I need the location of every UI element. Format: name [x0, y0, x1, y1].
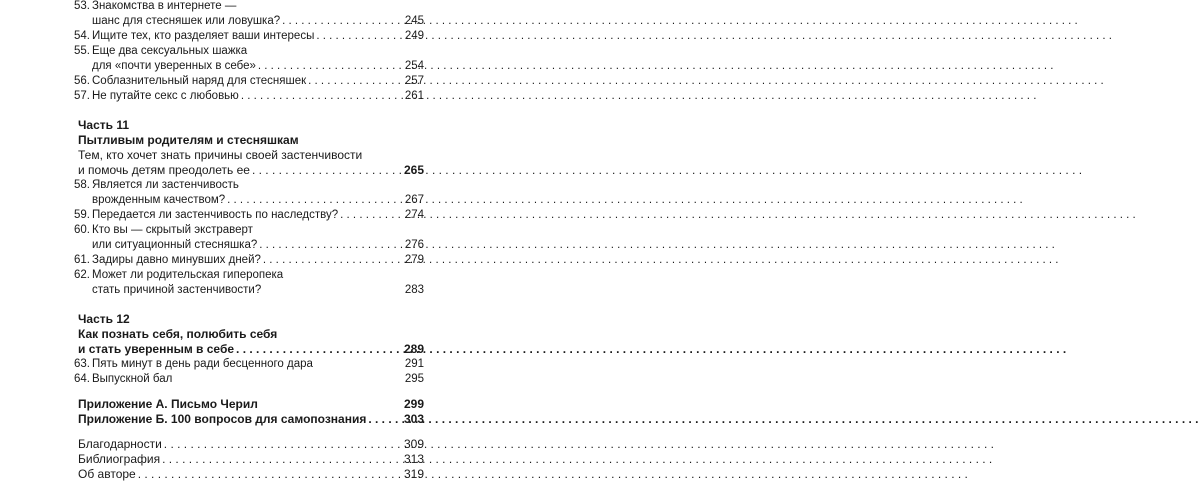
dot-leader	[162, 451, 402, 467]
dot-leader	[227, 192, 403, 208]
toc-entry-59[interactable]	[74, 207, 424, 223]
dot-leader	[340, 207, 403, 223]
page-number: 309	[403, 437, 424, 451]
entry-number: 64.	[74, 373, 90, 385]
dot-leader	[138, 466, 402, 482]
entry-number: 53.	[74, 0, 90, 12]
toc-entry-62[interactable]	[74, 267, 416, 283]
entry-number: 61.	[74, 254, 90, 266]
entry-number: 59.	[74, 209, 90, 221]
page-number: 303	[403, 412, 424, 426]
entry-number: 62.	[74, 269, 90, 281]
entry-title: Может ли родительская гиперопека	[92, 269, 284, 281]
page-number: 291	[404, 358, 424, 370]
part-11-title[interactable]: Пытливым родителям и стесняшкам	[78, 133, 299, 147]
entry-title: Не путайте секс с любовью	[92, 90, 239, 102]
toc-entry-64[interactable]	[74, 371, 424, 387]
entry-number: 56.	[74, 75, 90, 87]
toc-entry-53-cont[interactable]	[92, 13, 424, 29]
entry-title: Приложение Б. 100 вопросов для самопознания	[78, 412, 367, 426]
entry-title: Еще два сексуальных шажка	[92, 45, 248, 57]
part-11-subtitle-cont[interactable]: и помочь детям преодолеть ее . . . 265	[78, 162, 424, 178]
dot-leader	[263, 252, 403, 268]
toc-entry-63[interactable]	[74, 356, 424, 372]
dot-leader	[258, 58, 403, 74]
toc-entry-60-cont[interactable]	[92, 237, 424, 253]
page-number: 279	[404, 254, 424, 266]
entry-title: Выпускной бал	[92, 373, 173, 385]
appendix-a[interactable]	[78, 396, 424, 412]
entry-title-cont: для «почти уверенных в себе»	[92, 60, 256, 72]
dot-leader	[259, 237, 403, 253]
toc-entry-61[interactable]	[74, 252, 424, 268]
toc-entry-54[interactable]	[74, 28, 424, 44]
page-number: 257	[404, 75, 424, 87]
entry-number: 60.	[74, 224, 90, 236]
part-12-title[interactable]: Как познать себя, полюбить себя	[78, 327, 278, 341]
entry-title: Ищите тех, кто разделяет ваши интересы	[92, 30, 315, 42]
page-number: 319	[403, 467, 424, 481]
toc-entry-60[interactable]	[74, 222, 416, 238]
dot-leader	[236, 341, 402, 357]
back-biblio[interactable]	[78, 451, 424, 467]
entry-title-cont: стать причиной застенчивости?	[92, 284, 262, 296]
part-12-title-cont[interactable]: и стать уверенным в себе . . . 289	[78, 341, 424, 357]
page-number: 289	[403, 342, 424, 356]
page-number: 267	[404, 194, 424, 206]
page-number: 254	[404, 60, 424, 72]
entry-title-cont: врожденным качеством?	[92, 194, 226, 206]
entry-number: 54.	[74, 30, 90, 42]
dot-leader	[308, 73, 403, 89]
toc-entry-56[interactable]	[74, 73, 424, 89]
dot-leader	[164, 436, 402, 452]
dot-leader	[252, 162, 402, 178]
entry-number: 57.	[74, 90, 90, 102]
part-12-label: Часть 12	[78, 312, 130, 326]
entry-title-cont: шанс для стесняшек или ловушка?	[92, 15, 281, 27]
entry-title: Пять минут в день ради бесценного дара	[92, 358, 313, 370]
entry-title: Об авторе	[78, 467, 136, 481]
back-author[interactable]	[78, 466, 424, 482]
dot-leader	[241, 88, 403, 104]
entry-number: 58.	[74, 179, 90, 191]
entry-title: Кто вы — скрытый экстраверт	[92, 224, 253, 236]
page-number: 276	[404, 239, 424, 251]
dot-leader	[368, 411, 402, 427]
page-number: 295	[404, 373, 424, 385]
toc-entry-58[interactable]	[74, 177, 416, 193]
page-number: 261	[404, 90, 424, 102]
toc-entry-58-cont[interactable]	[92, 192, 424, 208]
entry-number: 63.	[74, 358, 90, 370]
toc-entry-55[interactable]	[74, 43, 416, 59]
toc-entry-53[interactable]	[74, 0, 416, 14]
dot-leader	[316, 28, 402, 44]
entry-title-cont: или ситуационный стесняшка?	[92, 239, 258, 251]
page-number: 249	[404, 30, 424, 42]
table-of-contents	[0, 0, 500, 500]
toc-entry-57[interactable]	[74, 88, 424, 104]
page-number: 274	[404, 209, 424, 221]
toc-entry-62-cont[interactable]	[92, 282, 424, 298]
entry-title: Является ли застенчивость	[92, 179, 239, 191]
entry-title: Знакомства в интернете —	[92, 0, 237, 12]
dot-leader	[282, 13, 403, 29]
part-11-label: Часть 11	[78, 118, 130, 132]
part-11-subtitle[interactable]: Тем, кто хочет знать причины своей застенчивости	[78, 148, 363, 162]
page-number: 313	[403, 452, 424, 466]
page-number: 283	[404, 284, 424, 296]
entry-title: Соблазнительный наряд для стесняшек	[92, 75, 307, 87]
toc-entry-55-cont[interactable]	[92, 58, 424, 74]
entry-number: 55.	[74, 45, 90, 57]
entry-title: Благодарности	[78, 437, 162, 451]
page-number: 265	[403, 163, 424, 177]
entry-title: Задиры давно минувших дней?	[92, 254, 261, 266]
appendix-b[interactable]	[78, 411, 424, 427]
page-number: 299	[403, 397, 424, 411]
entry-title: Передается ли застенчивость по наследству?	[92, 209, 339, 221]
back-thanks[interactable]	[78, 436, 424, 452]
entry-title: Приложение А. Письмо Черил	[78, 397, 258, 411]
page-number: 245	[404, 15, 424, 27]
entry-title: Библиография	[78, 452, 161, 466]
